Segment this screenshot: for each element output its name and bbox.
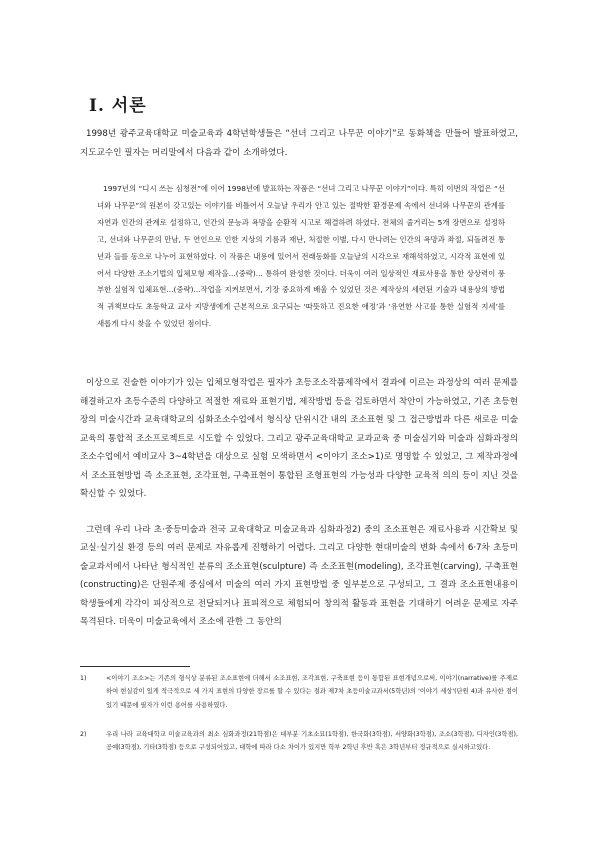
- footnote-number: 2): [80, 731, 87, 738]
- footnote-text: 우리 나라 교육대학교 미술교육과의 최소 심화과정(21학점)은 대부분 기초소묘(1학점), 한국화(3학점), 서양화(3학점), 조소(3학점), 디자인(3학점), 공예(3학점), 기타(3학점) 등으로 구성되어있고, 대학에 따라 다소 차이가 있지만 학부 2학년 후반 혹은 3학년부터 정규적으로 실시하고있다.: [106, 731, 518, 752]
- footnote-text: <이야기 조소>는 기존의 형식상 분류된 조소표현에 더해서 소조표현, 조각표현, 구축표현 등이 통합된 표현개념으로써, 이야기(narrative)를 주제로 하여 현실감이 있게 적극적으로 세 가지 표현의 다양한 장르를 할 수 있다는 점과 제7차 초등미술교과서(5학년)의 '이야기 세상'(단원 4)과 유사한 점이 있기 때문에 필자가 이런 용어를 사용하였다.: [106, 675, 518, 709]
- footnote-divider: [80, 666, 190, 667]
- section-heading: Ⅰ. 서론: [89, 96, 147, 116]
- body-paragraph-2: 그런데 우리 나라 초·중등미술과 전국 교육대학교 미술교육과 심화과정2) 중의 조소표현은 재료사용과 시간확보 및 교실·실기실 환경 등의 여러 문제로 자유롭게 진행하기 어렵다. 그리고 다양한 현대미술의 변화 속에서 6·7차 초등미술교과서에서 나타난 형식적인 분류의 조소표현(sculpture) 즉 소조표현(modeling), 조각표현(carving), 구축표현(constructing)은 단원주제 중심에서 미술의 여러 가지 표현방법 중 일부분으로 구성되고, 그 결과 조소표현내용이 학생들에게 각각이 피상적으로 전달되거나 표피적으로 체험되어 창의적 활동과 표현을 기대하기 어려운 문제로 자주 목격된다. 더욱이 미술교육에서 조소에 관한 그 동안의: [80, 525, 518, 628]
- block-quote: 1997년의 “디시 쓰는 심청전”에 이어 1998년에 발표하는 작품은 “선녀 그리고 나무꾼 이야기”이다. 특히 이번의 작업은 “선녀와 나무꾼”의 원본이 갖고있는 이야기를 비틀어서 오늘날 우리가 안고 있는 절박한 환경문제 속에서 선녀와 나무꾼의 관계를 자연과 인간의 관계로 설정하고, 인간의 문능과 욕망을 순환적 시고로 해결하려 하였다. 전체의 줄거리는 5개 장면으로 설정하고, 선녀와 나무꾼의 만남, 두 연인으로 인한 지상의 기름과 재난, 처절한 이별, 다시 만나려는 인간의 욕망과 좌절, 되돌려진 통년과 들를 동으로 나누어 표현하였다. 이 작품은 내용에 있어서 전래동화를 오늘날의 시각으로 재해석하였고, 시각적 표현에 있어서 다양한 조소기법의 입체모형 제작을...(중략)... 통하여 완성한 것이다. 더욱이 여러 일상적인 재료사용을 통한 상상력이 풍부한 실험적 입체표현...(중략)...작업을 지켜보면서, 기장 중요하게 배울 수 있었던 것은 제작상의 세련된 기술과 내용상의 방법적 귀책보다도 초등학교 교사 지망생에게 근본적으로 요구되는 ‘따뜻하고 진요한 애정’과 ‘유연한 사고를 통한 실험적 지세’를 새롭게 다시 찾을 수 있었던 점이다.: [97, 184, 505, 329]
- intro-paragraph: 1998년 광주교육대학교 미술교육과 4학년학생들은 “선녀 그리고 나무꾼 이야기”로 동화책을 만들어 발표하였고, 지도교수인 필자는 머리말에서 다음과 같이 소개하였다.: [80, 129, 518, 158]
- footnote-2: [80, 728, 518, 755]
- footnote-1: [80, 672, 518, 712]
- body-paragraph-1: 이상으로 진술한 이야기가 있는 입체모형작업은 필자가 초등조소작품제작에서 결과에 이르는 과정상의 여러 문제를 해결하고자 초등수준의 다양하고 적절한 재료와 표현기법, 제작방법 등을 검토하면서 착안이 가능하였고, 기존 초등현장의 미술시간과 교육대학교의 심화조소수업에서 형식상 단위시간 내의 조소표현 및 그 접근방법과 다른 새로운 미술교육의 통합적 조소프로젝트로 시도할 수 있었다. 그리고 광주교육대학교 교과교육 중 미술심기와 미술과 심화과정의 조소수업에서 예비교사 3~4학년을 대상으로 실험 모색하면서 <이야기 조소>1)로 명명할 수 있었고, 그 제작과정에서 조소표현방법 즉 소조표현, 조각표현, 구축표현이 통합된 조형표현의 가능성과 다양한 교육적 의의 등이 지닌 것을 확신할 수 있었다.: [80, 378, 518, 499]
- footnote-number: 1): [80, 675, 87, 682]
